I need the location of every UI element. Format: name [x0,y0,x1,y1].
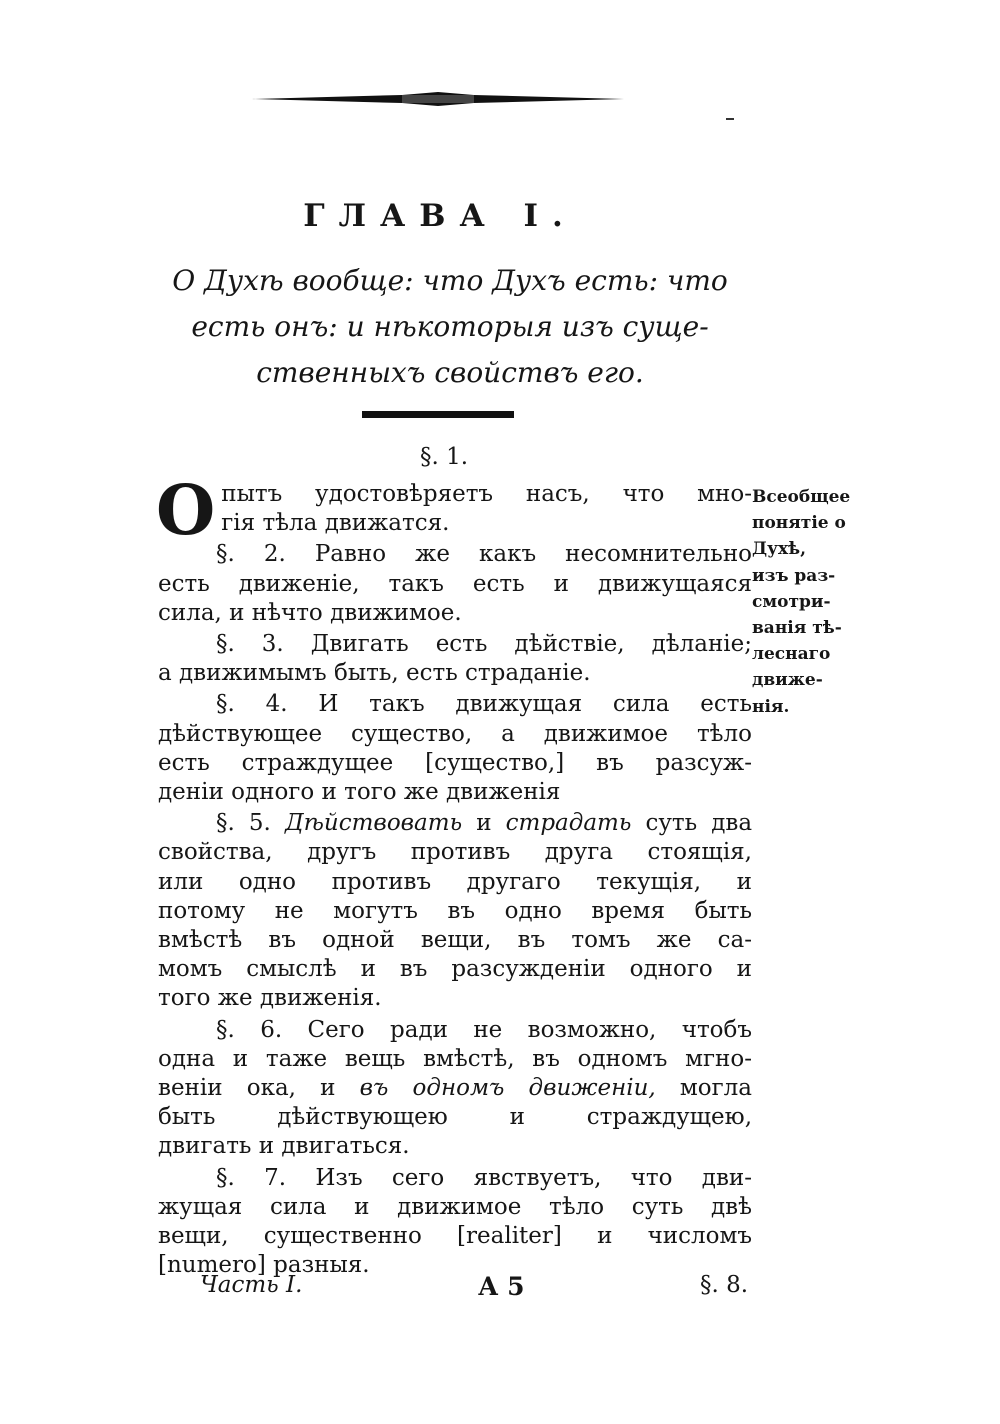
chapter-subtitle [140,258,760,396]
text-line: жущая сила и движимое тѣло суть двѣ [158,1193,752,1220]
margin-note-line: нія. [752,696,790,717]
drop-cap: О [156,471,216,551]
margin-note-line: понятіе о [752,513,846,534]
margin-note [752,484,852,720]
paragraph-6 [158,1016,752,1162]
section-number: §. 1. [420,444,469,470]
page-signature: А 5 [478,1272,525,1301]
text-line: момъ смыслѣ и въ разсужденіи одного и [158,956,752,983]
margin-note-line: Всеобщее [752,487,851,507]
margin-note-line: Духѣ, [752,539,807,560]
text-line: пытъ удостовѣряетъ насъ, что мно- [221,481,752,507]
text-line [158,1074,752,1103]
section-rule [362,411,514,418]
paragraph-1 [156,471,752,551]
text-run: веніи ока, и [158,1075,336,1102]
margin-note-line: движе- [752,670,823,691]
text-line: дѣйствующее существо, а движимое тѣло [158,720,752,747]
chapter-title: ГЛАВА I. [303,198,577,234]
text-line [158,809,752,838]
text-line: того же движенія. [158,985,382,1012]
text-run: могла [679,1075,753,1102]
text-line: §. 7. Изъ сего явствуетъ, что дви- [216,1164,752,1191]
text-line: §. 2. Равно же какъ несомнительно [216,541,752,568]
text-line: быть дѣйствующею и страждущею, [158,1104,752,1131]
print-mark [726,118,734,120]
text-line: есть движеніе, такъ есть и движущаяся [158,570,752,597]
paragraph-5 [158,809,752,1013]
text-line: есть страждущее [существо,] въ разсуж- [158,749,752,776]
text-line: двигать и двигаться. [158,1133,410,1160]
margin-note-line: ванія тѣ- [752,618,842,639]
margin-note-line: леснаго [752,644,831,665]
text-line: а движимымъ быть, есть страданіе. [158,660,591,687]
text-line: деніи одного и того же движенія [158,779,561,806]
text-line: [numero] разныя. [158,1252,370,1279]
text-line: §. 3. Двигать есть дѣйствіе, дѣланіе; [216,631,752,658]
text-line: §. 4. И такъ движущая сила есть [216,691,752,718]
text-line: гія тѣла движатся. [221,510,450,537]
text-line: вмѣстѣ въ одной вещи, въ томъ же са- [158,927,752,954]
paragraph-2 [158,540,752,628]
text-line: или одно противъ другаго текущія, и [158,868,752,895]
body-text [156,471,753,1282]
paragraph-3 [158,630,752,688]
text-line: одна и таже вещь вмѣстѣ, въ одномъ мгно- [158,1045,752,1072]
margin-note-line: изъ раз- [752,565,836,586]
italic-phrase: въ одномъ движеніи, [359,1075,656,1102]
text-line: потому не могутъ въ одно время быть [158,897,752,924]
margin-note-line: смотри- [752,591,831,612]
head-ornament [252,90,624,108]
italic-term: страдать [505,810,632,837]
text-line: §. 6. Сего ради не возможно, чтобъ [216,1016,752,1043]
section-mark: §. 5. [216,810,271,837]
subtitle-line: ственныхъ свойствъ его. [256,356,644,389]
paragraph-7 [158,1164,752,1281]
conjunction: и [476,810,492,837]
subtitle-line: есть онъ: и нѣкоторыя изъ суще- [191,310,709,343]
text-line: вещи, существенно [realiter] и числомъ [158,1223,752,1250]
italic-term: Дѣйствовать [284,810,463,837]
subtitle-line: О Духѣ вообще: что Духъ есть: что [172,264,728,297]
text-run: суть два [645,810,753,837]
paragraph-4 [158,690,752,807]
text-line: сила, и нѣчто движимое. [158,599,462,626]
signature-mark: Часть I. [200,1272,303,1298]
catchword: §. 8. [700,1272,749,1298]
text-line: свойства, другъ противъ друга стоящія, [158,839,752,866]
